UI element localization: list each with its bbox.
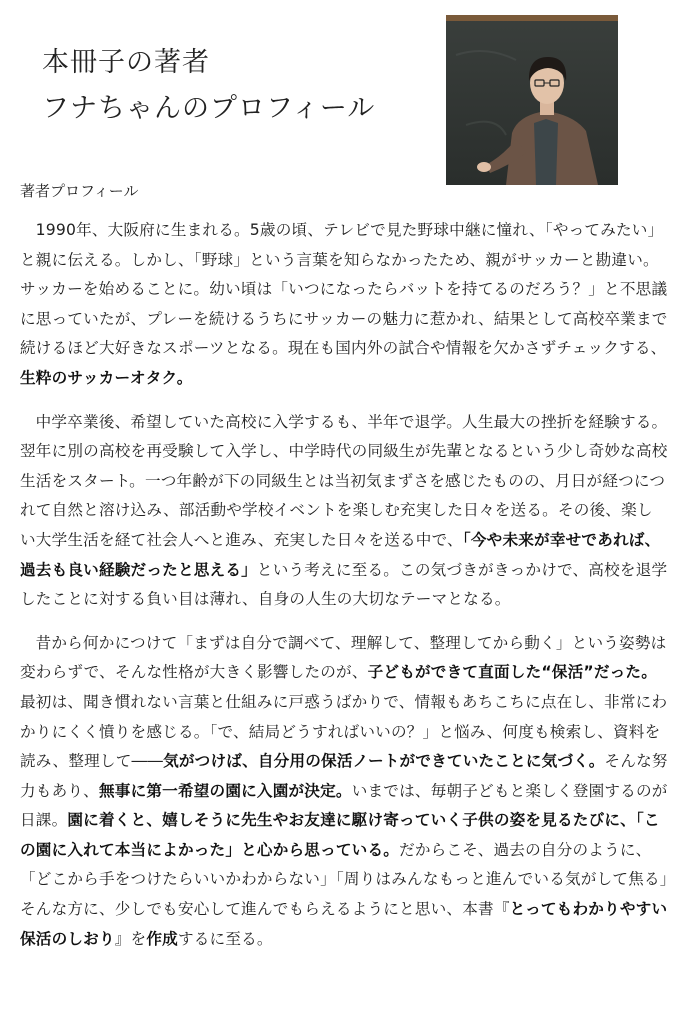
- emphasis-text: とってもわかりやすい保活のしおり: [20, 900, 668, 948]
- text-segment: という考えに至る。この気づきがきっかけで、高校を退学したことに対する負い目は薄れ、自身の人生の大切なテーマとなる。: [20, 560, 668, 609]
- paragraph-1: [20, 216, 668, 394]
- title-line-1: 本冊子の著者: [42, 47, 210, 78]
- text-segment: だからこそ、過去の自分のように、「どこから手をつけたらいいかわからない」「周りはみんなもっと進んでいる気がして焦る」そんな方に、少しでも安心して進んでもらえるようにと思い、本書『: [20, 840, 668, 919]
- emphasis-text: 作成: [146, 929, 178, 948]
- emphasis-text: 園に着くと、嬉しそうに先生やお友達に駆け寄っていく子供の姿を見るたびに、「この園に入れて本当によかった」と心から思っている。: [20, 811, 660, 859]
- text-segment: 昔から何かにつけて「まずは自分で調べて、理解して、整理してから動く」という姿勢は変わらずで、そんな性格が大きく影響したのが、: [20, 633, 667, 682]
- emphasis-text: 無事に第一希望の園に入園が決定。: [98, 781, 352, 800]
- text-segment: するに至る。: [177, 929, 273, 948]
- text-segment: 中学卒業後、希望していた高校に入学するも、半年で退学。人生最大の挫折を経験する。翌年に別の高校を再受験して入学し、中学時代の同級生が先輩となるという少し奇妙な高校生活をスタート。一つ年齢が下の同級生とは当初気まずさを感じたものの、月日が経つにつれて自然と溶け込み、部活動や学校イベントを楽しむ充実した日々を送る。その後、楽しい大学生活を経て社会人へと進み、充実した日々を送る中で、: [20, 412, 668, 549]
- page-title: [42, 40, 375, 132]
- text-segment: そんな努力もあり、: [20, 752, 668, 800]
- title-line-2: フナちゃんのプロフィール: [42, 93, 376, 124]
- text-segment: いまでは、毎朝子どもと楽しく登園するのが日課。: [20, 781, 668, 830]
- emphasis-text: 「今や未来が幸せであれば、過去も良い経験だったと思える」: [20, 530, 661, 579]
- emphasis-text: 気がつけば、自分用の保活ノートができていたことに気づく。: [163, 752, 605, 771]
- emphasis-text: 子どもができて直面した“保活”だった。: [367, 663, 658, 682]
- emphasis-text: 生粋のサッカーオタク。: [20, 368, 193, 387]
- profile-body: [20, 216, 668, 954]
- text-segment: 』を: [114, 929, 147, 948]
- author-portrait-photo: [446, 15, 618, 185]
- section-label: 著者プロフィール: [20, 182, 139, 200]
- text-segment: 1990年、大阪府に生まれる。5歳の頃、テレビで見た野球中継に憧れ、「やってみたい」と親に伝える。しかし、「野球」という言葉を知らなかったため、親がサッカーと勘違い。サッカーを始めることに。幼い頃は「いつになったらバットを持てるのだろう？」と不思議に思っていたが、プレーを続けるうちにサッカーの魅力に惹かれ、結果として高校卒業まで続けるほど大好きなスポーツとなる。現在も国内外の試合や情報を欠かさずチェックする、: [20, 221, 668, 358]
- text-segment: 最初は、聞き慣れない言葉と仕組みに戸惑うばかりで、情報もあちこちに点在し、非常にわかりにくく憤りを感じる。「で、結局どうすればいいの？」と悩み、何度も検索し、資料を読み、整理して――: [20, 692, 668, 771]
- paragraph-2: [20, 408, 668, 615]
- paragraph-3: [20, 629, 668, 955]
